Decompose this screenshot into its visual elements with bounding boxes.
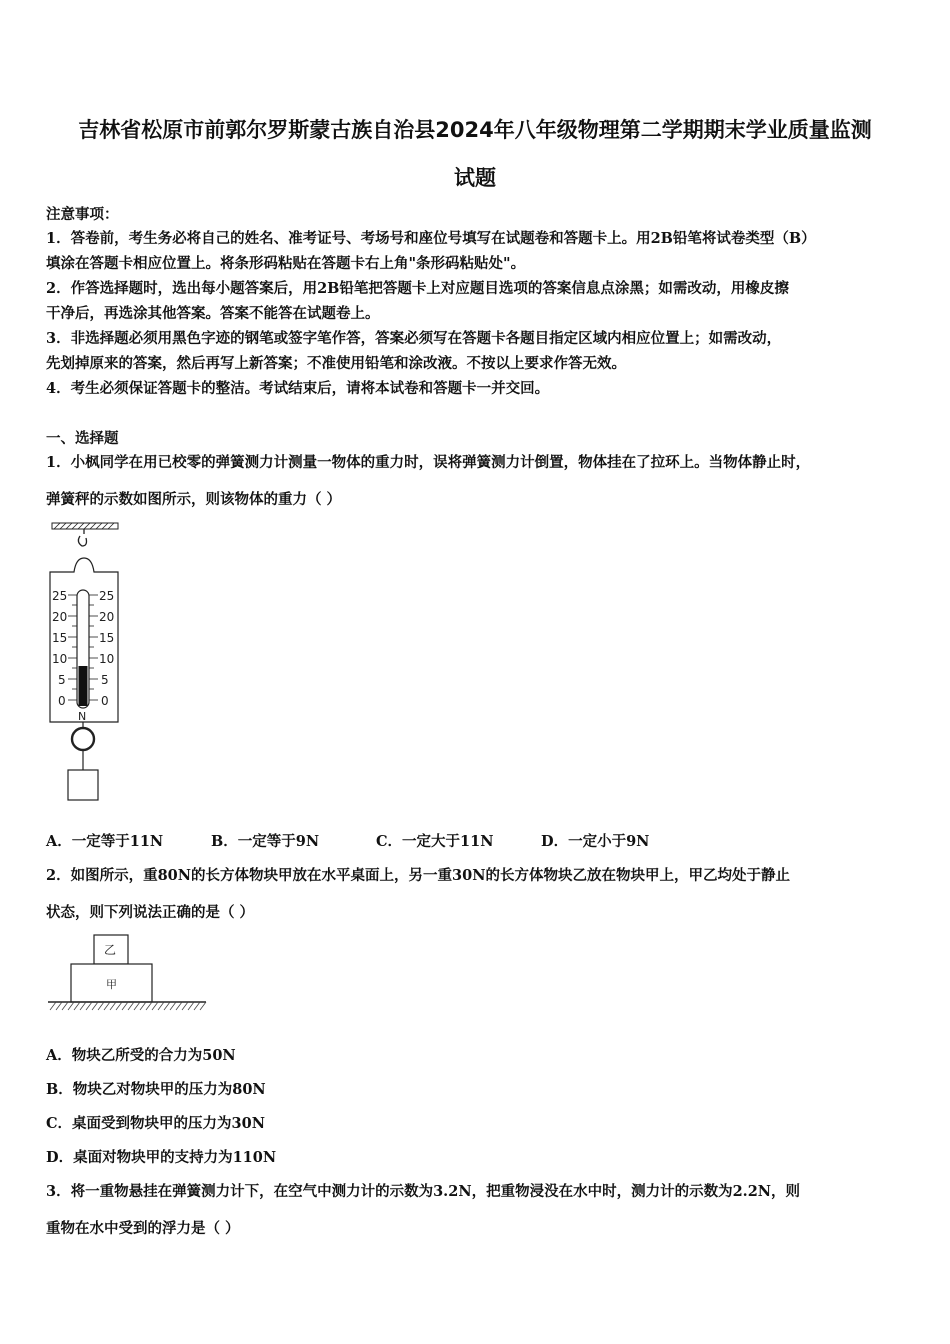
note-line: 填涂在答题卡相应位置上。将条形码粘贴在答题卡右上角"条形码粘贴处"。 <box>46 255 526 272</box>
block-jia-label: 甲 <box>106 978 117 991</box>
q1-stem-line2: 弹簧秤的示数如图所示，则该物体的重力（ ） <box>46 491 342 508</box>
q1-option-c[interactable]: C．一定大于11N <box>376 833 494 850</box>
page-title-continued: 试题 <box>454 166 496 190</box>
note-line: 4．考生必须保证答题卡的整洁。考试结束后，请将本试卷和答题卡一并交回。 <box>46 380 550 397</box>
table-hatch <box>50 1002 206 1010</box>
ceiling-hatch <box>54 523 114 529</box>
hook <box>78 529 86 546</box>
stacked-blocks-figure <box>46 930 208 1016</box>
scale-label-right: 0 <box>101 694 109 708</box>
q1-stem-line1: 1．小枫同学在用已校零的弹簧测力计测量一物体的重力时，误将弹簧测力计倒置，物体挂在了拉环上。当物体静止时， <box>46 454 811 471</box>
spring-scale-figure <box>46 520 126 806</box>
scale-label-left: 10 <box>52 652 68 666</box>
scale-label-left: 15 <box>52 631 68 645</box>
page-title: 吉林省松原市前郭尔罗斯蒙古族自治县2024年八年级物理第二学期期末学业质量监测 <box>78 118 872 142</box>
note-line: 先划掉原来的答案，然后再写上新答案；不准使用铅笔和涂改液。不按以上要求作答无效。 <box>46 355 626 372</box>
q3-stem-line1: 3．将一重物悬挂在弹簧测力计下，在空气中测力计的示数为3.2N，把重物浸没在水中时，测力计的示数为2.2N，则 <box>46 1183 801 1200</box>
block-yi-label: 乙 <box>104 943 117 957</box>
q2-stem-line2: 状态，则下列说法正确的是（ ） <box>46 904 255 921</box>
scale-label-left: 25 <box>52 589 68 603</box>
q2-option-b[interactable]: B．物块乙对物块甲的压力为80N <box>46 1081 266 1098</box>
q2-stem-line1: 2．如图所示，重80N的长方体物块甲放在水平桌面上，另一重30N的长方体物块乙放在物块甲上，甲乙均处于静止 <box>46 867 790 884</box>
scale-label-right: 25 <box>99 589 115 603</box>
section-heading: 一、选择题 <box>46 430 119 447</box>
scale-label-right: 10 <box>99 652 115 666</box>
q2-option-a[interactable]: A．物块乙所受的合力为50N <box>46 1047 236 1064</box>
scale-label-left: 5 <box>58 673 66 687</box>
q2-option-c[interactable]: C．桌面受到物块甲的压力为30N <box>46 1115 265 1132</box>
note-line: 干净后，再选涂其他答案。答案不能答在试题卷上。 <box>46 305 380 322</box>
q1-option-d[interactable]: D．一定小于9N <box>541 833 650 850</box>
scale-indicator <box>79 666 88 706</box>
scale-label-right: 5 <box>101 673 109 687</box>
pull-ring <box>72 728 94 750</box>
q3-stem-line2: 重物在水中受到的浮力是（ ） <box>46 1220 240 1237</box>
scale-label-left: 20 <box>52 610 68 624</box>
scale-unit: N <box>78 710 87 723</box>
q1-option-a[interactable]: A．一定等于11N <box>46 833 164 850</box>
notes-heading: 注意事项： <box>46 206 119 223</box>
q2-option-d[interactable]: D．桌面对物块甲的支持力为110N <box>46 1149 277 1166</box>
scale-label-right: 20 <box>99 610 115 624</box>
note-line: 3．非选择题必须用黑色字迹的钢笔或签字笔作答，答案必须写在答题卡各题目指定区域内相应位置上；如需改动， <box>46 330 782 347</box>
scale-label-right: 15 <box>99 631 115 645</box>
note-line: 2．作答选择题时，选出每小题答案后，用2B铅笔把答题卡上对应题目选项的答案信息点涂黑；如需改动，用橡皮擦 <box>46 280 789 297</box>
scale-label-left: 0 <box>58 694 66 708</box>
hanging-object <box>68 770 98 800</box>
q1-option-b[interactable]: B．一定等于9N <box>211 833 320 850</box>
q1-options <box>46 830 649 851</box>
note-line: 1．答卷前，考生务必将自己的姓名、准考证号、考场号和座位号填写在试题卷和答题卡上。用2B铅笔将试卷类型（B） <box>46 230 816 247</box>
